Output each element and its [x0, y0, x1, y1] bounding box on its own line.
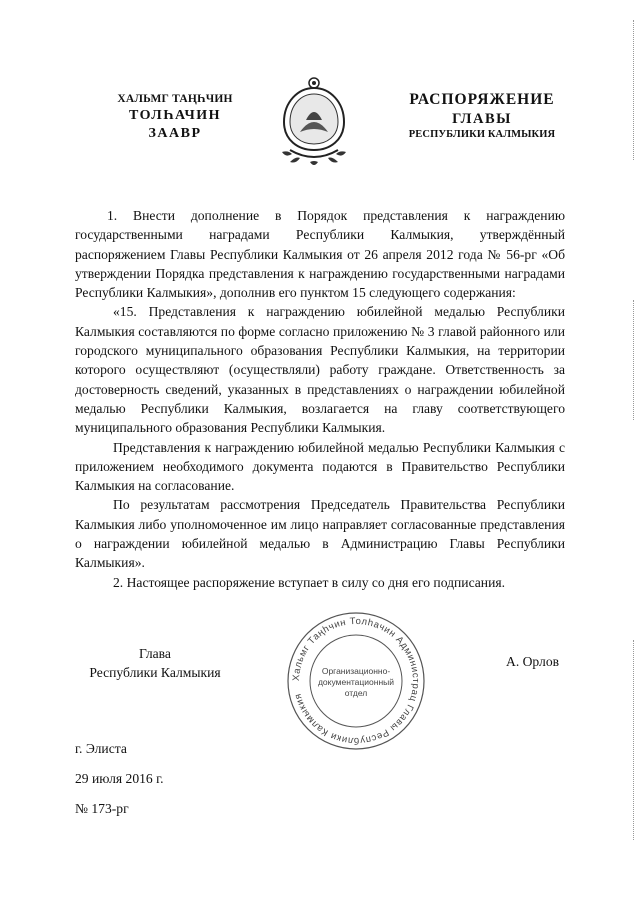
header-left-line2: ТОЛҺАЧИН [128, 107, 222, 123]
stamp-ring-text: Хальмг Таңһчин Толһачин Администрац Главы Республики Калмыкия [290, 615, 422, 747]
footer-number: № 173-рг [75, 801, 129, 816]
signatory-name: А. Орлов [506, 654, 560, 669]
paragraph-5: 2. Настоящее распоряжение вступает в силу со дня его подписания. [113, 574, 506, 590]
paragraph-3: Представления к награждению юбилейной медалью Республики Калмыкия с приложением необходимого документа подаются в Правительство Республики Калмыкия на согласование. [75, 439, 565, 494]
header-kalmyk-title [95, 92, 255, 143]
stamp-center-line3: отдел [344, 688, 368, 698]
scan-edge-mark [632, 300, 634, 420]
header-left-line3: ЗААВР [148, 125, 202, 141]
stamp-center-line2: документационный [317, 677, 395, 687]
paragraph-4: По результатам рассмотрения Председатель Правительства Республики Калмыкия либо уполномоченное им лицо направляет согласованные представления о награждении юбилейной медалью в Администрацию Главы Республики Калмыкия». [75, 497, 565, 571]
header-russian-title [392, 90, 572, 142]
official-stamp [285, 610, 427, 752]
footer-date: 29 июля 2016 г. [75, 771, 164, 786]
footer-city: г. Элиста [75, 741, 127, 756]
signatory-title [75, 644, 235, 683]
header-right-line1: РАСПОРЯЖЕНИЕ [409, 91, 555, 108]
signatory-title-line1: Глава [139, 646, 171, 661]
scan-edge-mark [632, 640, 634, 840]
stamp-center-line1: Организационно- [321, 666, 391, 676]
paragraph-1: 1. Внести дополнение в Порядок представления к награждению государственными наградами Республики Калмыкия, утверждённый распоряжением Главы Республики Калмыкия от 26 апреля 2012 года № 56-рг «Об утверждении Порядка представления к награждению государственными наградами Республики Калмыкия», дополнив его пунктом 15 следующего содержания: [75, 208, 565, 301]
signatory-title-line2: Республики Калмыкия [89, 665, 221, 681]
document-body [75, 206, 565, 592]
paragraph-2: «15. Представления к награждению юбилейной медалью Республики Калмыкия составляются по форме согласно приложению № 3 главой районного или городского муниципального образования Республики Калмыкия, на территории которого осуществляют (осуществляли) работу граждане. Ответственность за достоверность сведений, указанных в представлениях о награждении юбилейной медалью Республики Калмыкия, возлагается на главу соответствующего муниципального образования Республики Калмыкия. [75, 304, 565, 436]
header-right-line3: РЕСПУБЛИКИ КАЛМЫКИЯ [408, 129, 556, 141]
header-left-line1: ХАЛЬМГ ТАҢҺЧИН [117, 93, 233, 105]
scan-edge-mark [632, 20, 634, 160]
kalmykia-emblem-icon [270, 74, 358, 170]
header-right-line2: ГЛАВЫ [452, 110, 512, 127]
